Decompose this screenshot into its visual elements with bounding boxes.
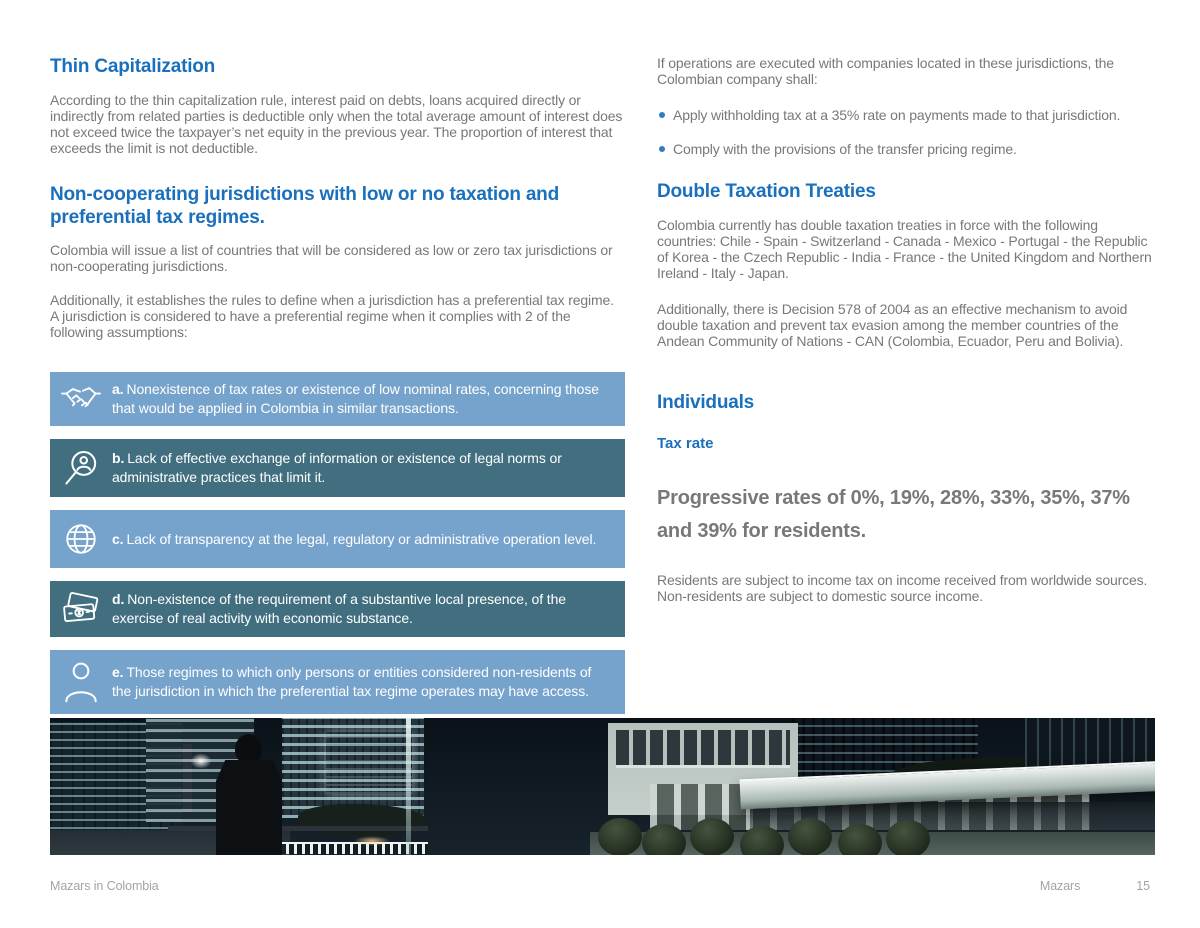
subsection-title-tax-rate: Tax rate <box>657 435 714 452</box>
man-head <box>235 734 262 764</box>
assumption-box-d <box>50 581 625 637</box>
section-title-double-taxation: Double Taxation Treaties <box>657 181 876 202</box>
hedge-bush <box>838 824 882 855</box>
section-title-thin-capitalization: Thin Capitalization <box>50 56 216 77</box>
street-lamp-glow <box>186 750 216 772</box>
facade-panels <box>616 730 790 768</box>
footer-doc-title: Mazars in Colombia <box>50 879 159 893</box>
person-icon <box>50 657 112 707</box>
assumption-box-a <box>50 372 625 426</box>
bullet-dot-icon <box>659 112 665 118</box>
assumption-text: b. Lack of effective exchange of information or existence of legal norms or administrative practices that limit it. <box>112 450 562 485</box>
hedge-bush <box>642 824 686 855</box>
hedge-bush <box>886 820 930 855</box>
list-item: Comply with the provisions of the transfer pricing regime. <box>657 141 1154 157</box>
cityscape-photo <box>50 718 1155 855</box>
man-body <box>216 760 282 855</box>
assumption-boxes <box>50 372 625 714</box>
thin-capitalization-paragraph: According to the thin capitalization rule, interest paid on debts, loans acquired directly or indirectly from related parties is deductible only when the total average amount of interest does not exceed twice the taxpayer’s net equity in the previous year. The proportion of interest that exceeds the limit is not deductible. <box>50 92 623 156</box>
treaties-paragraph-2: Additionally, there is Decision 578 of 2004 as an effective mechanism to avoid double taxation and prevent tax evasion among the member countries of the Andean Community of Nations - CAN (Colombia, Ecuador, Peru and Bolivia). <box>657 301 1128 349</box>
treaties-paragraph-1: Colombia currently has double taxation treaties in force with the following countries: Chile - Spain - Switzerland - Canada - Mexico - Portugal - the Republic of Korea - the Czech Republic - India - France - the United Kingdom and Northern Ireland - Italy - Japan. <box>657 217 1152 281</box>
assumption-box-e <box>50 650 625 714</box>
glass-pane-edge <box>406 718 411 855</box>
non-cooperating-paragraph-1: Colombia will issue a list of countries that will be considered as low or zero tax jurisdictions or non-cooperating jurisdictions. <box>50 242 613 274</box>
page-number: 15 <box>1136 879 1150 893</box>
assumption-text: c. Lack of transparency at the legal, regulatory or administrative operation level. <box>112 530 597 547</box>
lit-building <box>326 732 412 794</box>
assumption-box-b <box>50 439 625 497</box>
footer-brand: Mazars <box>1039 879 1081 893</box>
hedge-bush <box>740 826 784 855</box>
hedge-bush <box>788 818 832 855</box>
section-title-individuals: Individuals <box>657 392 755 413</box>
banknotes-icon <box>50 588 112 630</box>
assumption-text: a. Nonexistence of tax rates or existence of low nominal rates, concerning those that would be applied in Colombia in similar transactions. <box>112 381 599 416</box>
residents-paragraph: Residents are subject to income tax on income received from worldwide sources. Non-residents are subject to domestic source income. <box>657 572 1148 604</box>
jurisdictions-intro-paragraph: If operations are executed with companies located in these jurisdictions, the Colombian company shall: <box>657 55 1114 87</box>
assumption-text: d. Non-existence of the requirement of a substantive local presence, of the exercise of real activity with economic substance. <box>112 591 566 626</box>
obligation-list <box>657 107 1154 157</box>
handshake-icon <box>50 379 112 419</box>
non-cooperating-paragraph-2: Additionally, it establishes the rules to define when a jurisdiction has a preferential tax regime. A jurisdiction is considered to have a preferential regime when it complies with 2 of the following assumptions: <box>50 292 614 340</box>
list-item: Apply withholding tax at a 35% rate on payments made to that jurisdiction. <box>657 107 1154 123</box>
left-column <box>50 55 625 727</box>
balcony-rail <box>168 826 428 831</box>
globe-icon <box>50 517 112 561</box>
section-title-non-cooperating: Non-cooperating jurisdictions with low or no taxation and preferential tax regimes. <box>50 184 559 228</box>
traffic-lights-glow <box>346 834 398 848</box>
progressive-rates-statement: Progressive rates of 0%, 19%, 28%, 33%, 35%, 37% and 39% for residents. <box>657 487 1130 542</box>
assumption-text: e. Those regimes to which only persons or entities considered non-residents of the jurisdiction in which the preferential tax regime operates may have access. <box>112 664 592 699</box>
page-footer <box>50 879 1150 893</box>
man-silhouette <box>216 734 282 855</box>
hedge-bush <box>690 818 734 855</box>
bullet-dot-icon <box>659 146 665 152</box>
assumption-box-c <box>50 510 625 568</box>
right-column <box>657 55 1154 604</box>
hedge-bush <box>598 818 642 855</box>
magnifier-person-icon <box>50 446 112 490</box>
